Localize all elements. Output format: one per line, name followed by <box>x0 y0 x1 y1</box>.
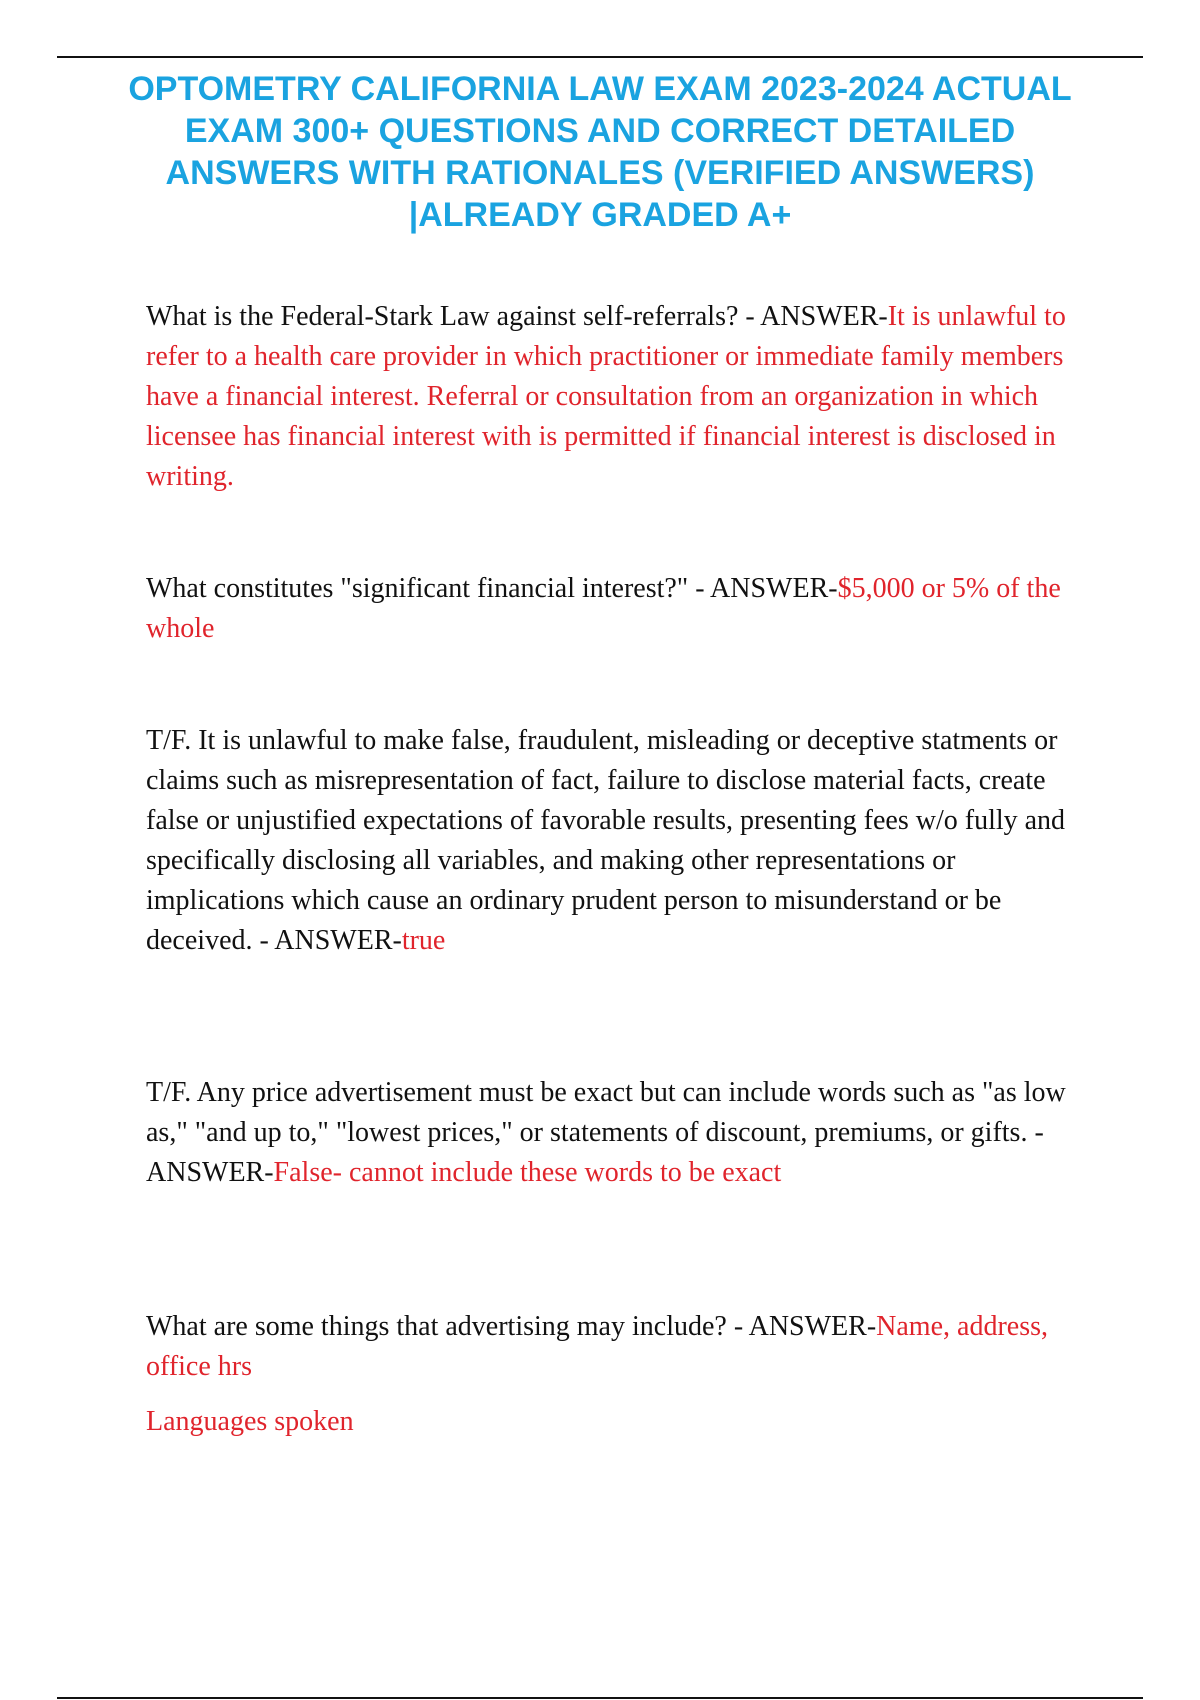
top-rule <box>57 56 1143 58</box>
answer-text: Name, address, office hrs <box>146 1311 1048 1382</box>
answer-label: - ANSWER- <box>146 1117 1044 1188</box>
answer-label: - ANSWER- <box>688 573 838 604</box>
bottom-rule <box>57 1697 1143 1699</box>
answer-label: - ANSWER- <box>726 1311 877 1342</box>
answer-label: - ANSWER- <box>252 925 402 956</box>
qa-item-5 <box>146 1307 1096 1387</box>
qa-item-3 <box>146 721 1096 961</box>
answer-text: true <box>401 925 446 956</box>
question-text: What constitutes "significant financial interest?" <box>146 573 689 604</box>
answer-label: - ANSWER- <box>738 301 888 332</box>
qa-item-4 <box>146 1073 1096 1193</box>
extra-answer-line: Languages spoken <box>146 1406 354 1437</box>
question-text: T/F. It is unlawful to make false, fraudulent, misleading or deceptive statments or claims such as misrepresentation of fact, failure to disclose material facts, create false or unjustified expectations of favorable results, presenting fees w/o fully and specifically disclosing all variables, and making other representations or implications which cause an ordinary prudent person to misunderstand or be deceived. <box>146 725 1066 956</box>
answer-text: False- cannot include these words to be exact <box>273 1157 782 1188</box>
document-title: OPTOMETRY CALIFORNIA LAW EXAM 2023-2024 ACTUAL EXAM 300+ QUESTIONS AND CORRECT DETAILED ANSWERS WITH RATIONALES (VERIFIED ANSWERS) |ALREADY GRADED A+ <box>128 70 1072 234</box>
qa-item-1 <box>146 297 1096 497</box>
answer-text: It is unlawful to refer to a health care provider in which practitioner or immediate family members have a financial interest. Referral or consultation from an organization in which licensee has financial interest with is permitted if financial interest is disclosed in writing. <box>146 301 1066 492</box>
question-text: T/F. Any price advertisement must be exact but can include words such as "as low as," "and up to," "lowest prices," or statements of discount, premiums, or gifts. <box>146 1077 1066 1148</box>
answer-text: $5,000 or 5% of the whole <box>146 573 1061 644</box>
question-text: What are some things that advertising may include? <box>146 1311 727 1342</box>
question-text: What is the Federal-Stark Law against self-referrals? <box>146 301 739 332</box>
qa-item-2 <box>146 569 1096 649</box>
